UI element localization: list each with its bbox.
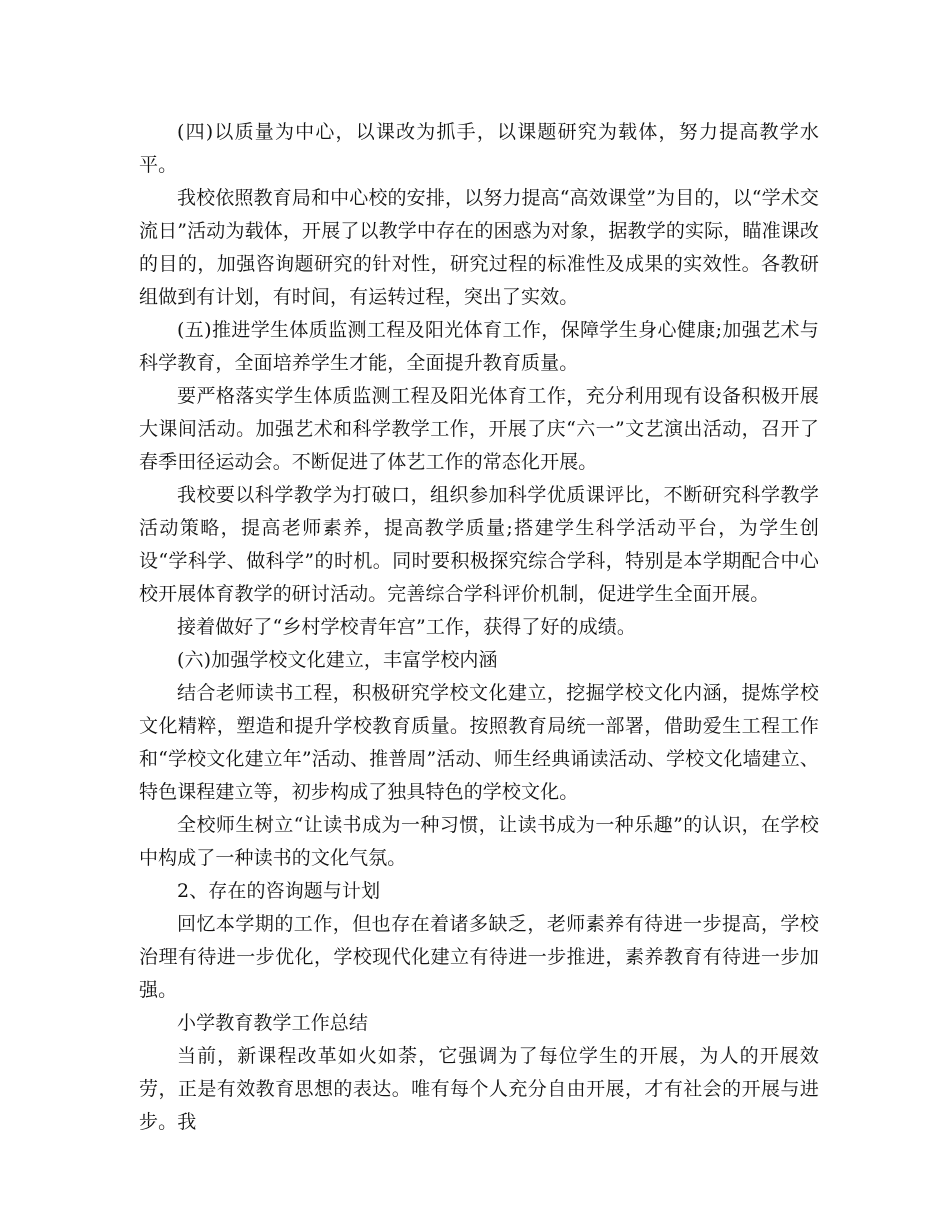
paragraph-curriculum-reform: 当前，新课程改革如火如荼，它强调为了每位学生的开展，为人的开展效劳，正是有效教育思想的表达。唯有每个人充分自由开展，才有社会的开展与进步。我 — [139, 1045, 819, 1133]
document-body — [139, 116, 819, 1139]
paragraph-reading-habit: 全校师生树立“让读书成为一种习惯，让读书成为一种乐趣”的认识，在学校中构成了一种读书的文化气氛。 — [139, 814, 819, 869]
paragraph-youth-palace: 接着做好了“乡村学校青年宫”工作，获得了好的成绩。 — [177, 616, 636, 638]
paragraph-summary-title: 小学教育教学工作总结 — [177, 1012, 369, 1034]
paragraph-review-semester: 回忆本学期的工作，但也存在着诸多缺乏，老师素养有待进一步提高，学校治理有待进一步优化，学校现代化建立有待进一步推进，素养教育有待进一步加强。 — [139, 913, 819, 1001]
paragraph-section-four-heading: (四)以质量为中心，以课改为抓手，以课题研究为载体，努力提高教学水平。 — [139, 121, 819, 176]
paragraph-efficient-classroom: 我校依照教育局和中心校的安排，以努力提高“高效课堂”为目的，以“学术交流日”活动为载体，开展了以教学中存在的困惑为对象，据教学的实际，瞄准课改的目的，加强咨询题研究的针对性，研究过程的标准性及成果的实效性。各教研组做到有计划，有时间，有运转过程，突出了实效。 — [139, 187, 819, 308]
paragraph-section-five-heading: (五)推进学生体质监测工程及阳光体育工作，保障学生身心健康;加强艺术与科学教育，全面培养学生才能，全面提升教育质量。 — [139, 319, 819, 374]
paragraph-section-six-heading: (六)加强学校文化建立，丰富学校内涵 — [177, 649, 498, 671]
paragraph-problems-heading: 2、存在的咨询题与计划 — [177, 880, 381, 902]
paragraph-sunshine-sports: 要严格落实学生体质监测工程及阳光体育工作，充分利用现有设备积极开展大课间活动。加强艺术和科学教学工作，开展了庆“六一”文艺演出活动，召开了春季田径运动会。不断促进了体艺工作的常态化开展。 — [139, 385, 819, 473]
paragraph-school-culture: 结合老师读书工程，积极研究学校文化建立，挖掘学校文化内涵，提炼学校文化精粹，塑造和提升学校教育质量。按照教育局统一部署，借助爱生工程工作和“学校文化建立年”活动、推普周”活动、师生经典诵读活动、学校文化墙建立、特色课程建立等，初步构成了独具特色的学校文化。 — [139, 682, 819, 803]
paragraph-science-teaching: 我校要以科学教学为打破口，组织参加科学优质课评比，不断研究科学教学活动策略，提高老师素养，提高教学质量;搭建学生科学活动平台，为学生创设“学科学、做科学”的时机。同时要积极探究综合学科，特别是本学期配合中心校开展体育教学的研讨活动。完善综合学科评价机制，促进学生全面开展。 — [139, 484, 819, 605]
